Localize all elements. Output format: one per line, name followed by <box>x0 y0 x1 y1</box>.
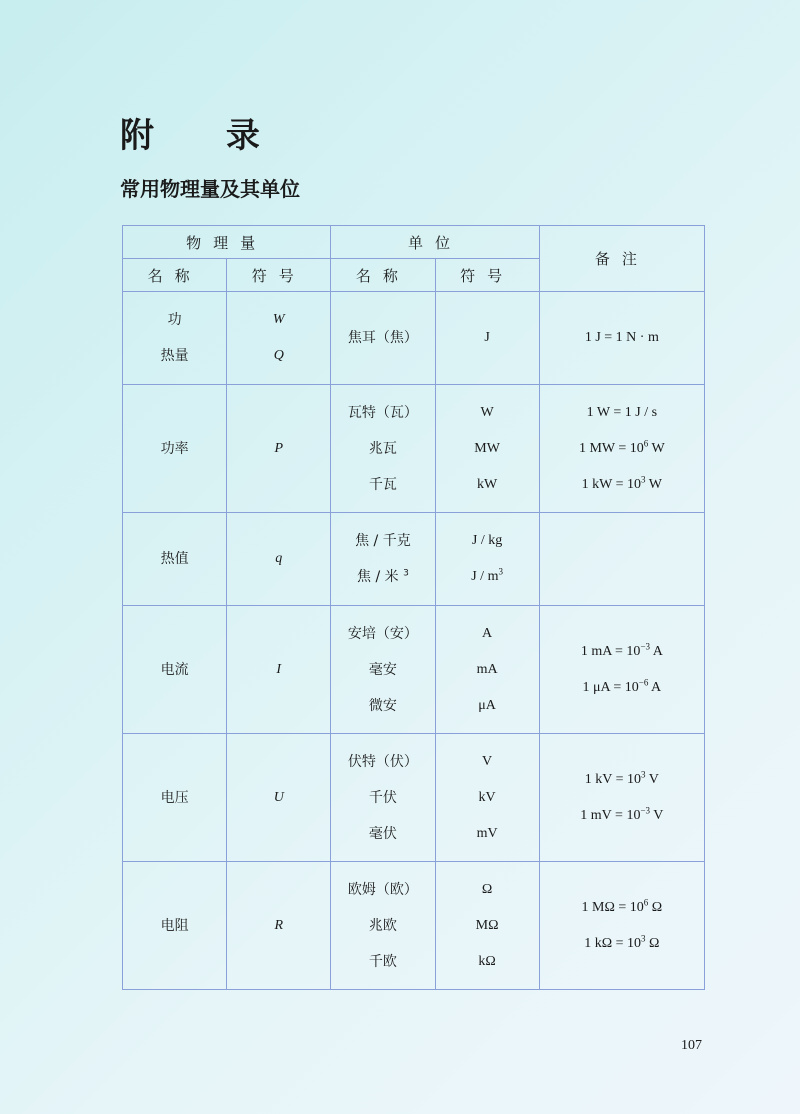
note-line: 1 mV = $10^{-3}$ V <box>580 804 664 823</box>
quantity-name <box>123 513 227 606</box>
unit-name <box>331 292 435 385</box>
note <box>539 292 704 385</box>
unit-name <box>331 862 435 990</box>
unit-symbol <box>435 292 539 385</box>
note <box>539 385 704 513</box>
header-unit-symbol: 符号 <box>435 259 539 292</box>
header-name: 名称 <box>123 259 227 292</box>
table-row <box>123 513 705 606</box>
quantity-name <box>123 862 227 990</box>
table-body <box>123 292 705 990</box>
quantity-symbol <box>227 606 331 734</box>
unit-symbol-line: kW <box>476 476 498 492</box>
quantity-name <box>123 385 227 513</box>
table-row <box>123 292 705 385</box>
unit-symbol-line: μA <box>478 697 496 713</box>
unit-symbol <box>435 606 539 734</box>
quantity-symbol-line: U <box>273 789 284 805</box>
unit-symbol-line: Ω <box>481 881 493 897</box>
quantity-symbol-line: W <box>272 312 285 327</box>
note <box>539 606 704 734</box>
unit-symbol-line: J / kg <box>471 533 503 548</box>
note-line: 1 kW = $10^3$ W <box>581 473 662 492</box>
quantity-symbol <box>227 862 331 990</box>
unit-symbol-line: J / $m^3$ <box>471 566 503 584</box>
note <box>539 513 704 606</box>
unit-name-line: 焦耳（焦） <box>347 330 418 346</box>
unit-name-line: 千欧 <box>368 953 397 970</box>
quantity-name-line: 电阻 <box>160 917 189 934</box>
unit-symbol-line: mV <box>476 825 498 841</box>
unit-name-line: 瓦特（瓦） <box>347 404 418 421</box>
note-line: 1 $M\Omega = 10^6$ Ω <box>581 896 663 915</box>
page-number: 107 <box>681 1038 702 1053</box>
unit-name-line: 毫伏 <box>368 825 397 842</box>
table-row <box>123 862 705 990</box>
quantity-symbol <box>227 513 331 606</box>
quantity-name-line: 功 <box>167 312 182 328</box>
unit-symbol <box>435 734 539 862</box>
quantity-symbol-line: I <box>276 661 282 677</box>
unit-name <box>331 513 435 606</box>
quantity-symbol <box>227 292 331 385</box>
unit-symbol-line: V <box>482 753 493 769</box>
unit-symbol-line: J <box>484 330 490 345</box>
quantity-name-line: 电压 <box>160 789 189 806</box>
quantity-symbol-line: R <box>274 917 284 933</box>
note-line: 1 W = 1 J / s <box>586 404 658 420</box>
unit-name-line: 欧姆（欧） <box>347 881 418 898</box>
note-line: 1 $\mu A = 10^{-6}$ A <box>582 676 662 695</box>
unit-symbol-line: MΩ <box>475 917 499 933</box>
unit-symbol-line: MW <box>474 440 500 456</box>
unit-symbol-line: mA <box>476 661 498 677</box>
unit-name-line: 焦 / 米 $^3$ <box>357 568 409 585</box>
unit-name-line: 安培（安） <box>347 625 418 642</box>
unit-symbol <box>435 513 539 606</box>
unit-symbol-line: kV <box>478 789 496 805</box>
note-line: 1 J = 1 N · m <box>584 330 659 345</box>
unit-name-line: 兆欧 <box>368 917 397 934</box>
section-title: 常用物理量及其单位 <box>120 177 300 201</box>
note-line: 1 $k\Omega = 10^3$ Ω <box>584 932 660 951</box>
unit-name <box>331 385 435 513</box>
quantity-symbol <box>227 385 331 513</box>
units-table <box>122 225 705 990</box>
quantity-name-line: 电流 <box>160 661 189 678</box>
unit-name <box>331 606 435 734</box>
unit-name-line: 千伏 <box>368 789 397 806</box>
unit-name <box>331 734 435 862</box>
header-symbol: 符号 <box>227 259 331 292</box>
quantity-name-line: 热量 <box>160 348 189 364</box>
quantity-name-line: 功率 <box>160 440 189 457</box>
table-row <box>123 734 705 862</box>
header-unit-name: 名称 <box>331 259 435 292</box>
quantity-name <box>123 606 227 734</box>
note <box>539 734 704 862</box>
unit-symbol-line: W <box>480 404 494 420</box>
unit-symbol-line: A <box>482 625 493 641</box>
unit-name-line: 伏特（伏） <box>347 753 418 770</box>
unit-name-line: 微安 <box>368 697 397 714</box>
quantity-symbol-line: q <box>275 551 283 566</box>
table-row <box>123 606 705 734</box>
page-heading: 附 录 <box>120 116 290 156</box>
note <box>539 862 704 990</box>
quantity-name-line: 热值 <box>160 551 189 567</box>
unit-symbol <box>435 385 539 513</box>
table-row <box>123 385 705 513</box>
quantity-symbol <box>227 734 331 862</box>
quantity-name <box>123 292 227 385</box>
header-unit: 单位 <box>331 226 539 259</box>
header-quantity: 物理量 <box>123 226 331 259</box>
unit-name-line: 毫安 <box>368 661 397 678</box>
unit-symbol <box>435 862 539 990</box>
header-note: 备注 <box>539 226 704 292</box>
unit-name-line: 千瓦 <box>368 476 397 493</box>
quantity-symbol-line: P <box>274 440 284 456</box>
quantity-name <box>123 734 227 862</box>
quantity-symbol-line: Q <box>273 348 284 363</box>
note-line: 1 mA = $10^{-3}$ A <box>580 640 663 659</box>
unit-name-line: 焦 / 千克 <box>355 533 411 549</box>
note-line: 1 kV = $10^3$ V <box>584 768 659 787</box>
note-line: 1 MW = $10^6$ W <box>578 437 665 456</box>
unit-symbol-line: kΩ <box>478 953 496 969</box>
unit-name-line: 兆瓦 <box>368 440 397 457</box>
